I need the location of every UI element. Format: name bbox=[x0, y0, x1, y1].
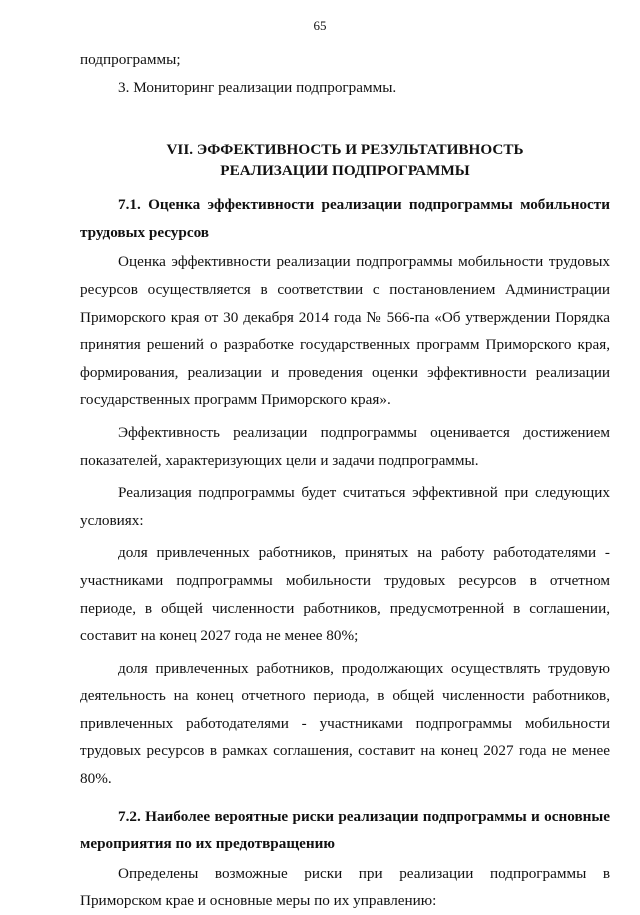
list-item-monitoring: 3. Мониторинг реализации подпрограммы. bbox=[118, 78, 397, 96]
paragraph-effectiveness: Эффективность реализации подпрограммы оценивается достижением показателей, характеризующих цели и задачи подпрограммы. bbox=[80, 423, 610, 469]
page-number: 65 bbox=[313, 18, 327, 33]
paragraph-condition-2: доля привлеченных работников, продолжающих осуществлять трудовую деятельность на конец отчетного периода, в общей численности работников, привлеченных работодателями - участниками подпрограммы мобильности трудовых ресурсов в рамках соглашения, составит на конец 2027 года не менее 80%. bbox=[80, 659, 610, 788]
subsection-heading-7-1: 7.1. Оценка эффективности реализации подпрограммы мобильности трудовых ресурсов bbox=[80, 196, 610, 241]
paragraph-conditions: Реализация подпрограммы будет считаться эффективной при следующих условиях: bbox=[80, 484, 610, 529]
section-title bbox=[80, 139, 610, 181]
document-body bbox=[80, 46, 610, 915]
paragraph-continuation: подпрограммы; bbox=[80, 51, 181, 68]
section-title-line-1: VII. ЭФФЕКТИВНОСТЬ И РЕЗУЛЬТАТИВНОСТЬ bbox=[166, 141, 524, 159]
section-title-line-2: РЕАЛИЗАЦИИ ПОДПРОГРАММЫ bbox=[220, 162, 470, 180]
paragraph-evaluation-basis: Оценка эффективности реализации подпрограммы мобильности трудовых ресурсов осуществляется в соответствии с постановлением Администрации Приморского края от 30 декабря 2014 года № 566-па «Об утверждении Порядка принятия решений о разработке государственных программ Приморского края, формирования, реализации и проведения оценки эффективности реализации государственных программ Приморского края». bbox=[80, 253, 610, 409]
subsection-heading-7-2: 7.2. Наиболее вероятные риски реализации подпрограммы и основные мероприятия по их предотвращению bbox=[80, 807, 610, 853]
paragraph-risks: Определены возможные риски при реализации подпрограммы в Приморском крае и основные меры по их управлению: bbox=[80, 864, 610, 910]
paragraph-condition-1: доля привлеченных работников, принятых на работу работодателями - участниками подпрограммы мобильности трудовых ресурсов в отчетном периоде, в общей численности работников, предусмотренной в соглашении, составит на конец 2027 года не менее 80%; bbox=[80, 544, 610, 645]
